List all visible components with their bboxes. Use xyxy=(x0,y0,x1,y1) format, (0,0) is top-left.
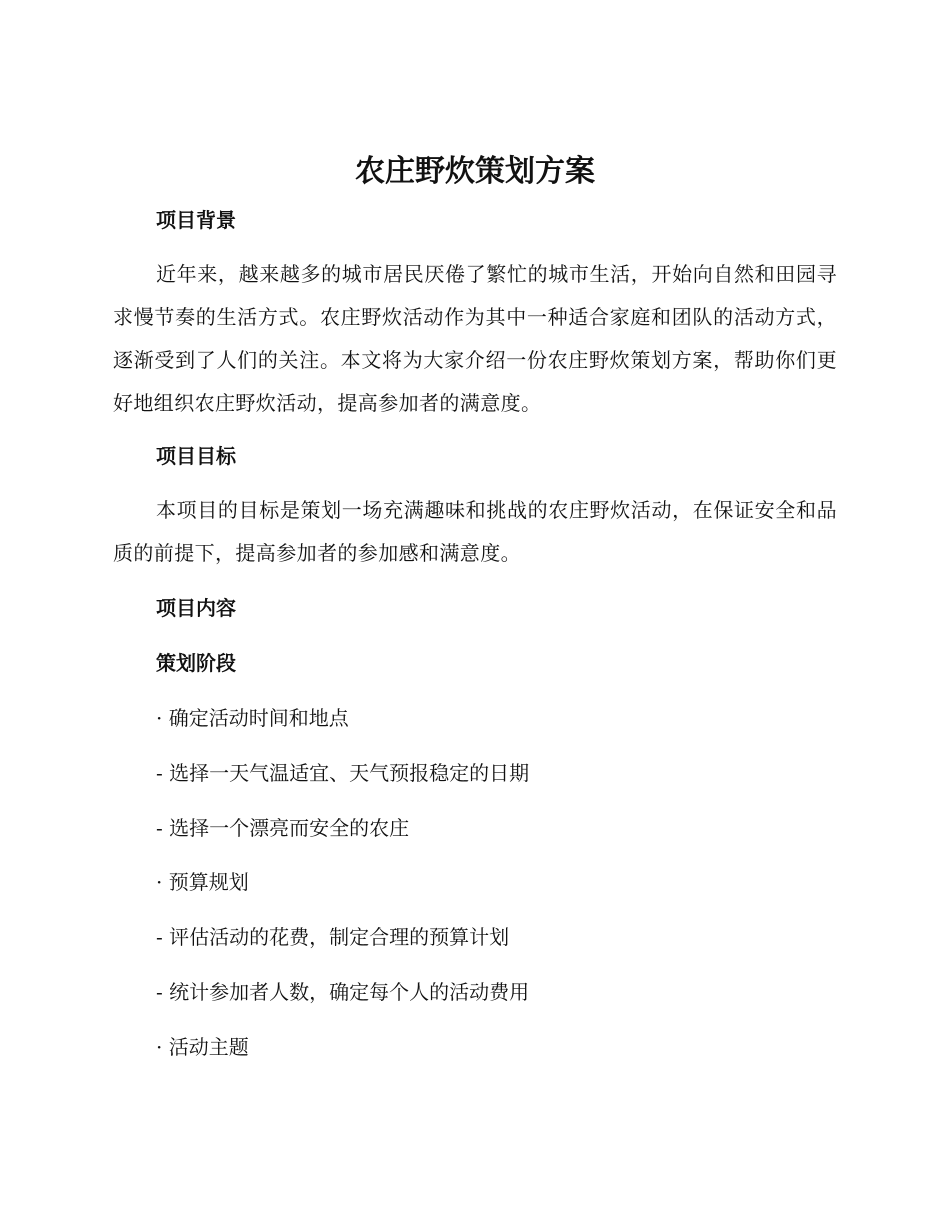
paragraph-background: 近年来，越来越多的城市居民厌倦了繁忙的城市生活，开始向自然和田园寻求慢节奏的生活方式。农庄野炊活动作为其中一种适合家庭和团队的活动方式，逐渐受到了人们的关注。本文将为大家介绍一份农庄野炊策划方案，帮助你们更好地组织农庄野炊活动，提高参加者的满意度。 xyxy=(113,262,837,415)
document-title: 农庄野炊策划方案 xyxy=(355,154,595,189)
section-heading-goal: 项目目标 xyxy=(156,444,236,468)
list-item: · 活动主题 xyxy=(156,1035,249,1059)
list-item: · 预算规划 xyxy=(156,870,249,894)
subsection-heading-planning: 策划阶段 xyxy=(156,651,236,675)
section-heading-background: 项目背景 xyxy=(156,208,236,232)
list-item: - 选择一个漂亮而安全的农庄 xyxy=(156,816,410,840)
list-item: - 选择一天气温适宜、天气预报稳定的日期 xyxy=(156,761,530,785)
list-item: - 评估活动的花费，制定合理的预算计划 xyxy=(156,925,510,949)
section-heading-content: 项目内容 xyxy=(156,596,236,620)
paragraph-goal: 本项目的目标是策划一场充满趣味和挑战的农庄野炊活动，在保证安全和品质的前提下，提高参加者的参加感和满意度。 xyxy=(113,498,837,565)
list-item: - 统计参加者人数，确定每个人的活动费用 xyxy=(156,980,530,1004)
list-item: · 确定活动时间和地点 xyxy=(156,706,349,730)
